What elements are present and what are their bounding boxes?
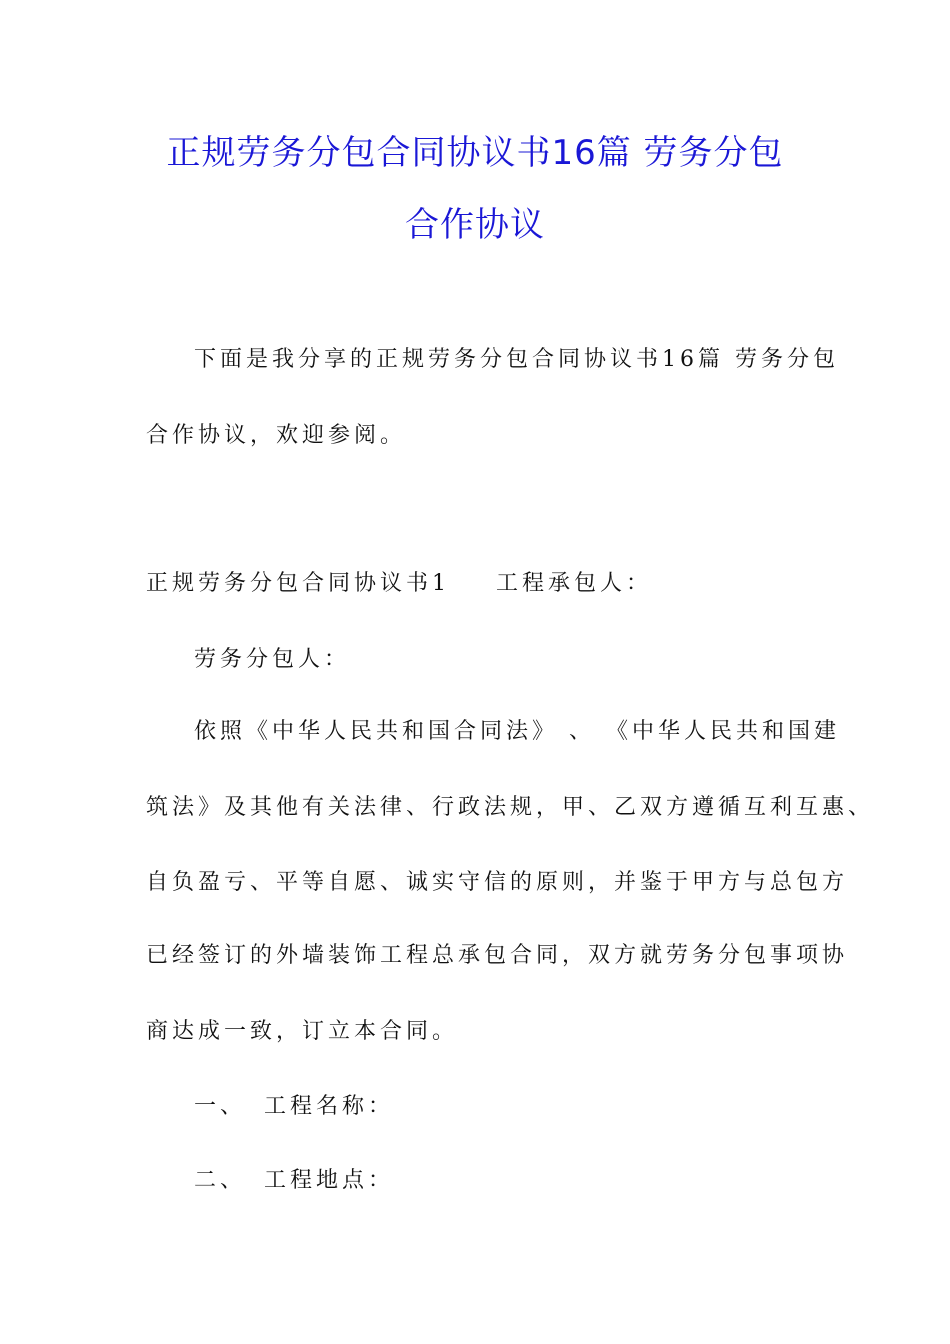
document-title-line-2: 合作协议 xyxy=(405,205,545,245)
subcontractor-label: 劳务分包人： xyxy=(194,647,351,672)
intro-line-2: 合作协议，欢迎参阅。 xyxy=(146,423,407,448)
list-item-1 xyxy=(194,1096,394,1118)
document-title-line-1: 正规劳务分包合同协议书16篇 劳务分包 xyxy=(166,133,784,173)
paragraph-line-5: 商达成一致，订立本合同。 xyxy=(146,1019,459,1044)
paragraph-line-2: 筑法》及其他有关法律、行政法规，甲、乙双方遵循互利互惠、 xyxy=(146,795,875,820)
section-heading: 正规劳务分包合同协议书1 xyxy=(146,571,450,596)
list-item-2 xyxy=(194,1170,394,1192)
paragraph-line-4: 已经签订的外墙装饰工程总承包合同，双方就劳务分包事项协 xyxy=(146,943,849,968)
list-item-2-text: 工程地点： xyxy=(264,1168,395,1193)
paragraph-line-3: 自负盈亏、平等自愿、诚实守信的原则，并鉴于甲方与总包方 xyxy=(146,870,849,895)
section-heading-row xyxy=(146,573,652,595)
list-item-1-number: 一、 xyxy=(194,1094,247,1119)
contractor-label: 工程承包人： xyxy=(496,571,653,596)
intro-line-1: 下面是我分享的正规劳务分包合同协议书16篇 劳务分包 xyxy=(194,347,839,372)
paragraph-line-1: 依照《中华人民共和国合同法》 、 《中华人民共和国建 xyxy=(194,719,840,744)
list-item-1-text: 工程名称： xyxy=(264,1094,395,1119)
list-item-2-number: 二、 xyxy=(194,1168,247,1193)
